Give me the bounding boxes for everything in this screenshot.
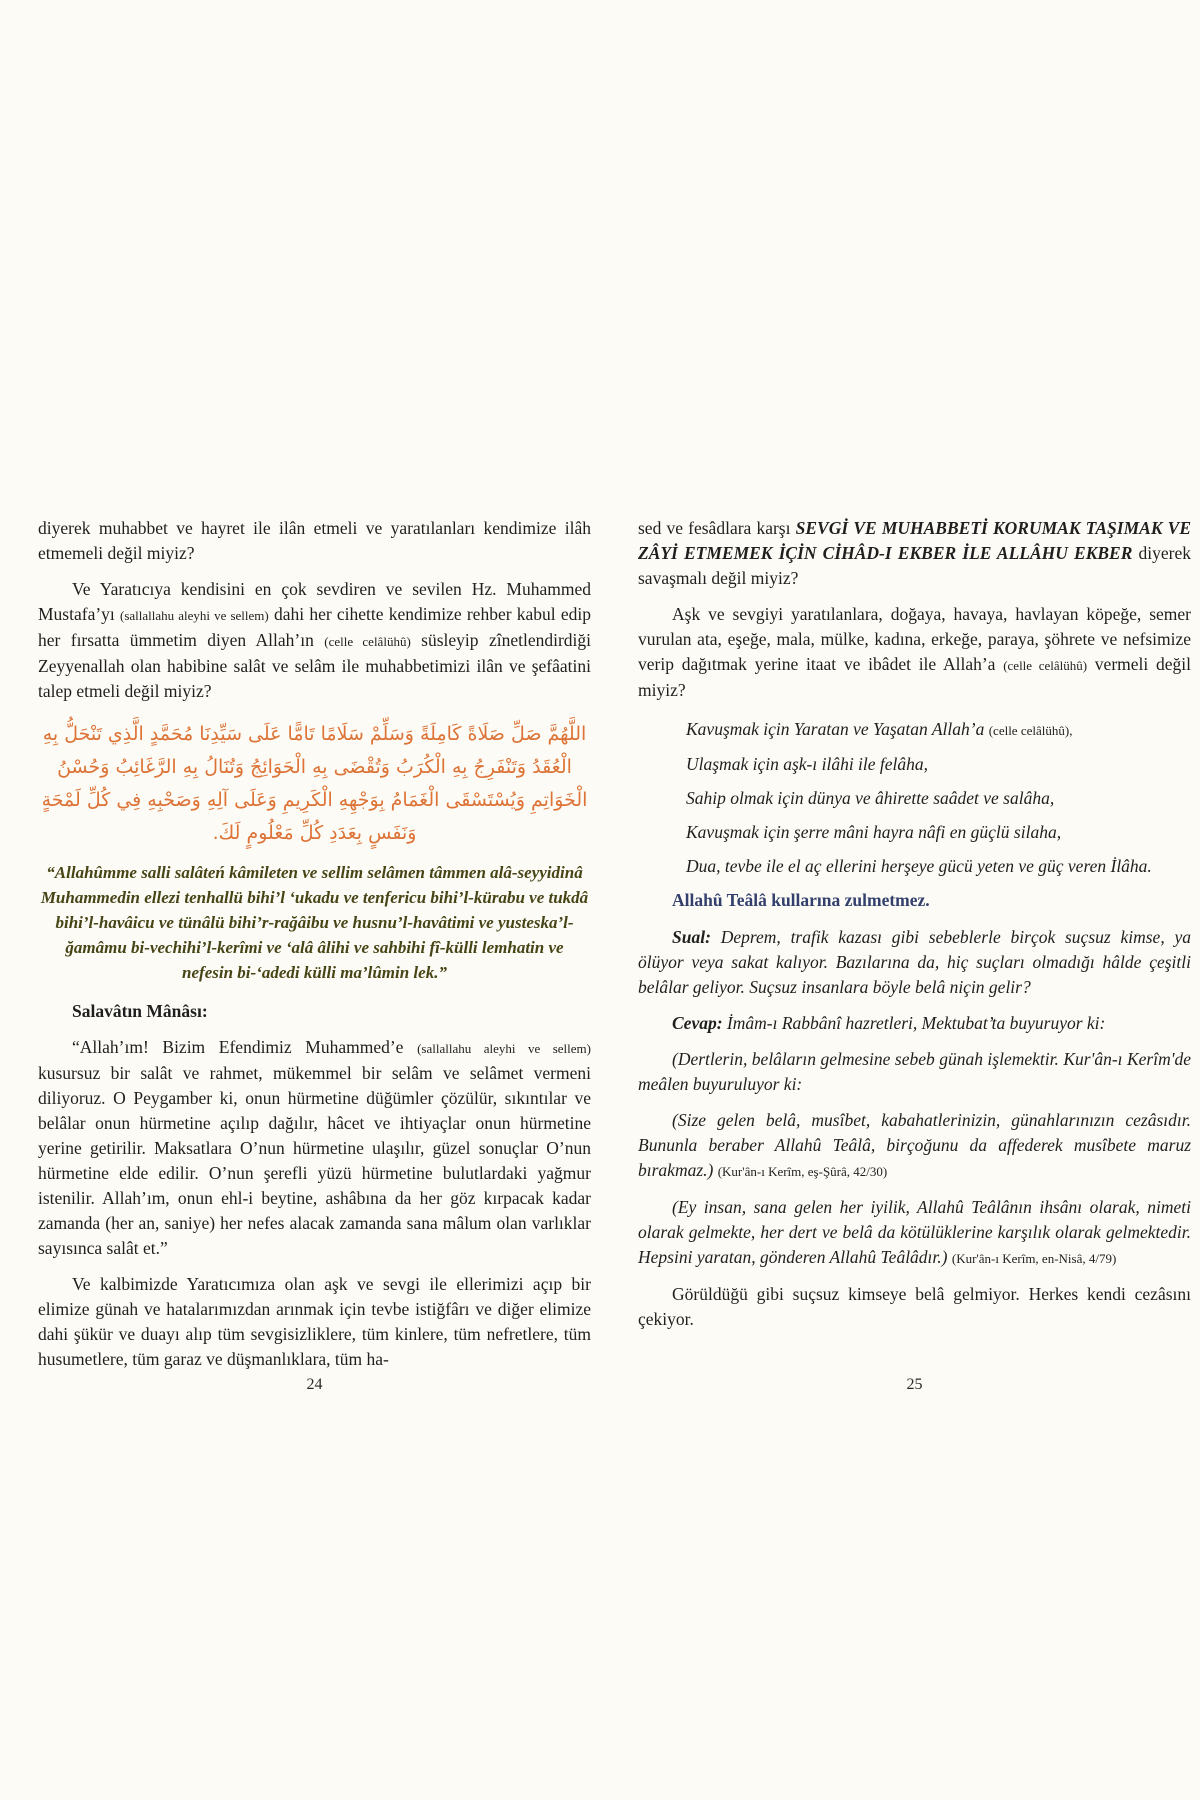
arabic-prayer-text: اللَّهُمَّ صَلِّ صَلَاةً كَامِلَةً وَسَلِّمْ سَلَامًا تَامًّا عَلَى سَيِّدِنَا مُحَمَّدٍ الَّذِي تَنْحَلُّ بِهِ الْعُقَدُ وَتَنْفَرِجُ بِهِ الْكُرَبُ وَتُقْضَى بِهِ الْحَوَائِجُ وَتُنَالُ بِهِ الرَّغَائِبُ وَحُسْنُ الْخَوَاتِمِ وَيُسْتَسْقَى الْغَمَامُ بِوَجْهِهِ الْكَرِيمِ وَعَلَى آلِهِ وَصَحْبِهِ فِي كُلِّ لَمْحَةٍ وَنَفَسٍ بِعَدَدِ كُلِّ مَعْلُومٍ لَكَ. xyxy=(41,723,588,844)
text-run: sed ve fesâdlara karşı xyxy=(638,518,796,538)
sual-label: Sual: xyxy=(672,927,711,947)
honorific-small-text: (sallallahu aleyhi ve sellem) xyxy=(417,1041,591,1056)
honorific-small-text: (sallallahu aleyhi ve sellem) xyxy=(120,608,269,623)
paragraph-continuation xyxy=(638,516,1191,591)
section-heading-zulmetmez: Allahû Teâlâ kullarına zulmetmez. xyxy=(672,890,930,910)
paragraph: Ve kalbimizde Yaratıcımıza olan aşk ve sevgi ile ellerimizi açıp bir elimize günah ve hatalarımızdan arınmak için tevbe istiğfârı ve diğer elimize dahi şükür ve duayı alıp tüm sevgisizliklere, tüm kinlere, tüm nefretlere, tüm husumetlere, tüm garaz ve düşmanlıklara, tüm ha- xyxy=(38,1274,591,1369)
page-number-right: 25 xyxy=(906,1376,923,1393)
paragraph xyxy=(638,602,1191,703)
text-run: vermeli değil miyiz? xyxy=(638,654,1191,700)
honorific-small-text: (celle celâlühû), xyxy=(988,723,1073,738)
quote-paragraph xyxy=(638,1195,1191,1271)
quote-paragraph xyxy=(638,1108,1191,1184)
text-run: İmâm-ı Rabbânî hazretleri, Mektubat’ta buyuruyor ki: xyxy=(722,1013,1106,1033)
prayer-transliteration: “Allahûmme salli salâteń kâmileten ve sellim selâmen tâmmen alâ-seyyidinâ Muhammedin ellezi tenhallü bihi’l ‘ukadu ve tenfericu bihi’l-kürabu ve tukdâ bihi’l-havâicu ve tünâlü bihi’r-rağâibu ve husnu’l-havâtimi ve yusteska’l-ğamâmu bi-vechihi’l-kerîmi ve ‘alâ âlihi ve sahbihi fî-külli lemhatin ve nefesin bi-‘adedi külli ma’lûmin lek.” xyxy=(40,863,589,982)
paragraph xyxy=(38,1035,591,1261)
text-run: dahi her cihette kendimize rehber kabul edip her fırsatta ümmetim diyen Allah’ın xyxy=(38,604,591,650)
text-run: “Allah’ım! Bizim Efendimiz Muhammed’e xyxy=(72,1037,418,1057)
page-number-left: 24 xyxy=(306,1376,323,1393)
left-page xyxy=(38,516,591,1383)
text-run: Kavuşmak için Yaratan ve Yaşatan Allah’a xyxy=(686,719,989,739)
honorific-small-text: (celle celâlühû) xyxy=(1003,658,1088,673)
question-paragraph xyxy=(638,925,1191,1000)
cevap-label: Cevap: xyxy=(672,1013,723,1033)
paragraph-continuation: diyerek muhabbet ve hayret ile ilân etmeli ve yaratılanları kendimize ilâh etmemeli değil miyiz? xyxy=(38,518,591,563)
quran-citation: (Kur'ân-ı Kerîm, eş-Şûrâ, 42/30) xyxy=(717,1164,888,1179)
text-run: (Dertlerin, belâların gelmesine sebeb günah işlemektir. Kur'ân-ı Kerîm'de meâlen buyuruluyor ki: xyxy=(638,1049,1191,1094)
text-run: diyerek savaşmalı değil miyiz? xyxy=(638,543,1191,588)
quran-citation: (Kur'ân-ı Kerîm, en-Nisâ, 4/79) xyxy=(951,1251,1117,1266)
text-run: Aşk ve sevgiyi yaratılanlara, doğaya, havaya, havlayan köpeğe, semer vurulan ata, eşeğe, mala, mülke, kadına, erkeğe, paraya, şöhrete ve nefsimize verip dağıtmak yerine itaat ve ibâdet ile Allah’a xyxy=(638,604,1191,674)
text-run: süsleyip zînetlendirdiği Zeyyenallah olan habibine salât ve selâm ile muhabbetimizi ilân ve şefâatini talep etmeli değil miyiz? xyxy=(38,630,591,701)
verse-line: Kavuşmak için şerre mâni hayra nâfi en güçlü silaha, xyxy=(686,822,1062,842)
paragraph: Görüldüğü gibi suçsuz kimseye belâ gelmiyor. Herkes kendi cezâsını çekiyor. xyxy=(638,1284,1191,1329)
section-heading-salavat: Salavâtın Mânâsı: xyxy=(72,1001,208,1021)
verse-line xyxy=(638,717,1191,743)
right-page xyxy=(638,516,1191,1343)
devotional-verse-block xyxy=(638,717,1191,879)
verse-line: Ulaşmak için aşk-ı ilâhi ile felâha, xyxy=(686,754,929,774)
text-run: (Ey insan, sana gelen her iyilik, Allahû Teâlânın ihsânı olarak, nimeti olarak gelmekte, her dert ve belâ da kötülüklerine karşılık olarak gelmektedir. Hepsini yaratan, gönderen Allahû Teâlâdır.) xyxy=(638,1197,1191,1267)
text-run: (Size gelen belâ, musîbet, kabahatlerinizin, günahlarınızın cezâsıdır. Bununla beraber Allahû Teâlâ, birçoğunu da affederek musîbete maruz bırakmaz.) xyxy=(638,1110,1191,1180)
answer-paragraph xyxy=(638,1011,1191,1036)
text-run: Deprem, trafik kazası gibi sebeblerle birçok suçsuz kimse, ya ölüyor veya sakat kalıyor. Bazılarına da, hiç suçları olmadığı hâlde çeşitli belâlar geliyor. Suçsuz insanlara böyle belâ niçin gelir? xyxy=(638,927,1191,997)
paragraph xyxy=(38,577,591,704)
quote-paragraph xyxy=(638,1047,1191,1097)
verse-line: Dua, tevbe ile el aç ellerini herşeye gücü yeten ve güç veren İlâha. xyxy=(686,856,1152,876)
honorific-small-text: (celle celâlühû) xyxy=(324,634,411,649)
text-run: kusursuz bir salât ve rahmet, mükemmel bir selâm ve selâmet vermeni diliyoruz. O Peygamber ki, onun hürmetine düğümler çözülür, sıkıntılar ve belâlar onun hürmetine açılıp dağılır, hâcet ve ihtiyaçlar onun hürmetine yerine getirilir. Maksatlara O’nun hürmetine ulaşılır, güzel sonuçlar O’nun hürmetine elde edilir. O’nun şerefli yüzü hürmetine bulutlardaki yağmur istenilir. Allah’ım, onun ehl-i beytine, ashâbına da her göz kırpacak kadar zamanda (her an, saniye) her nefes alacak zamanda sana mâlum olan varlıklar sayısınca salât et.” xyxy=(38,1063,591,1258)
verse-line: Sahip olmak için dünya ve âhirette saâdet ve salâha, xyxy=(686,788,1055,808)
text-run: Ve Yaratıcıya kendisini en çok sevdiren ve sevilen Hz. Muhammed Mustafa’yı xyxy=(38,579,591,624)
emphasis-caps-text: SEVGİ VE MUHABBETİ KORUMAK TAŞIMAK VE ZÂYİ ETMEMEK İÇİN CİHÂD-I EKBER İLE ALLÂHU EKBER xyxy=(638,518,1191,563)
